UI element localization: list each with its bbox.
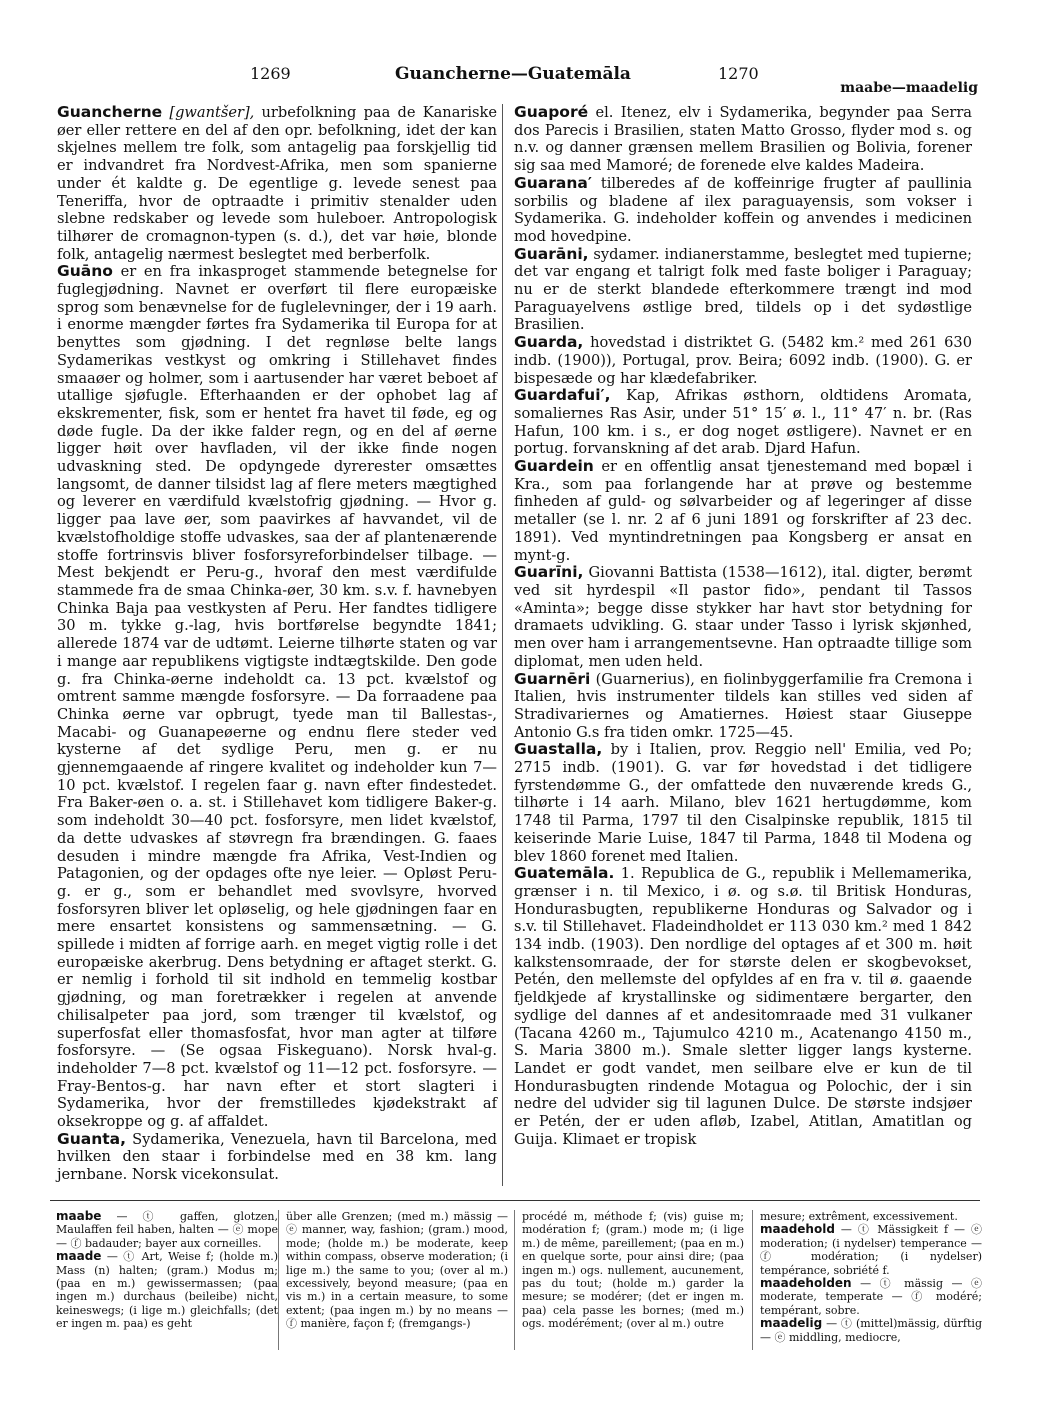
entry-text: Sydamerika, Venezuela, havn til Barcelona, med hvilken den staar i forbindelse med en 38 km. lang jernbane. Norsk vicekonsulat. — [57, 1130, 498, 1184]
footnote-divider — [514, 1210, 515, 1350]
footnote-divider — [278, 1210, 279, 1350]
page-number-right: 1270 — [718, 64, 759, 83]
footnote-text: mesure; extrêment, excessivement. — [760, 1210, 958, 1223]
footnote-text: — ⓣ mässig — ⓔ moderate, temperate — ⓕ modéré; tempérant, sobre. — [760, 1277, 983, 1317]
entry-guatemala — [514, 865, 972, 1148]
column-divider — [502, 104, 503, 1186]
entry-guarana — [514, 175, 972, 246]
entry-guanta — [57, 1131, 497, 1184]
entry-text: by i Italien, prov. Reggio nell' Emilia, ved Po; 2715 indb. (1901). G. var før hovedstad i det tidligere fyrstendømme G., der omfattede den nuværende kreds G., tilhørte i 14 aarh. Milano, blev 1621 hertugdømme, kom 1748 til Parma, 1797 til den Cisalpinske republik, 1815 til keiserinde Marie Luise, 1847 til Parma, 1848 til Modena og blev 1860 forenet med Italien. — [514, 741, 973, 865]
footnote-headword: maadeholden — [760, 1276, 852, 1291]
footnote-text: — ⓣ Art, Weise f; (holde m.) Mass (n) halten; (gram.) Modus m; (paa en m.) gewissermassen; (paa ingen m.) durchaus (beileibe) nicht, keineswegs; (i lige m.) gleichfalls; (det er ingen m. paa) es geht — [56, 1250, 278, 1331]
footnote-rule — [50, 1200, 980, 1201]
entry-guarneri — [514, 671, 972, 742]
footnote-headword: maadehold — [760, 1222, 835, 1237]
footnote-column-1 — [56, 1210, 278, 1331]
headword: Guāno — [57, 262, 113, 281]
headword: Guardafui′, — [514, 386, 611, 405]
headword: Guancherne — [57, 103, 163, 121]
entry-text: (Guarnerius), en fiolinbyggerfamilie fra Cremona i Italien, hvis instrumenter tildels kan stilles ved siden af Stradivariernes og Amatiernes. Høiest staar Giuseppe Antonio G.s fra tiden omkr. 1725—45. — [514, 670, 972, 741]
headword: Guanta, — [57, 1129, 127, 1148]
headword: Guardein — [514, 457, 594, 476]
left-column — [57, 104, 497, 1184]
running-title: Guancherne—Guatemāla — [395, 64, 631, 84]
footnote-entry-maadelig — [760, 1317, 982, 1344]
entry-guarini — [514, 564, 972, 670]
footnote-entry-maade — [56, 1250, 278, 1330]
headword: Guarāni, — [514, 244, 589, 263]
headword: Guarīni, — [514, 563, 584, 582]
headword: Guaporé — [514, 103, 589, 121]
footnote-column-4 — [760, 1210, 982, 1344]
footnote-headword: maade — [56, 1249, 102, 1264]
footnote-text: procédé m, méthode f; (vis) guise m; modération f; (gram.) mode m; (i lige m.) de même, pareillement; (paa en m.) en quelque sorte, pour ainsi dire; (paa ingen m.) ogs. nullement, aucunement, pas du tout; (holde m.) garder la mesure; se modérer; (det er ingen m. paa) cela passe les bornes; (med m.) ogs. modérément; (over al m.) outre — [522, 1210, 744, 1331]
entry-guarani — [514, 246, 972, 335]
entry-guapore — [514, 104, 972, 175]
right-column — [514, 104, 972, 1148]
pronunciation: [gwantšer], — [169, 104, 255, 121]
entry-text: 1. Republica de G., republik i Mellemamerika, grænser i n. til Mexico, i ø. og s.ø. til Britisk Honduras, Hondurasbugten, republikerne Honduras og Salvador og i s.v. til Stillehavet. Fladeindholdet er 113 030 km.² med 1 842 134 indb. (1903). Den nordlige del optages af et 300 m. høit kalkstensomraade, der for største delen er skogbevokset, Petén, den mellemste del opfyldes af en fra v. til ø. gaaende fjeldkjede af krystallinske og sidimentære bergarter, den sydlige del dannes af et andesitomraade med 31 vulkaner (Tacana 4260 m., Tajumulco 4210 m., Acatenango 4150 m., S. Maria 3800 m.). Smale sletter ligger langs kysterne. Landet er godt vandet, men seilbare elve er kun de til Hondurasbugten rindende Motagua og Polochic, der i sin nedre del udvider sig til lagunen Dulce. De største indsjøer er Petén, der er uden afløb, Izabel, Atitlan, Amatitlan og Guija. Klimaet er tropisk — [514, 865, 972, 1148]
headword: Guatemāla. — [514, 864, 615, 883]
entry-text: er en fra inkasproget stammende betegnelse for fuglegjødning. Navnet er overført til flere europæiske sprog som benævnelse for de fuglelevninger, der i 19 aarh. i enorme mængder førtes fra Sydamerika til Europa for at benyttes som gjødning. I det regnløse belte langs Sydamerikas vestkyst og omkring i Stillehavet findes smaaøer og holmer, som i aartusender har været beboet af utallige sjøfugle. Efterhaanden er der ophobet lag af ekskrementer, fisk, som er hentet fra havet til føde, eg og døde fugle. Da der ikke falder regn, og en del af øerne ligger høit over havfladen, vil der ikke finde nogen udvaskning sted. De opdyngede dyrerester omsættes langsomt, de danner tilsidst lag af flere meters mægtighed og leverer en værdifuld kvælstofrig gjødning. — Hvor g. ligger paa lave øer, som paavirkes af havvandet, vil de kvælstofholdige stoffe udvaskes, saa der af plantenærende stoffe fortrinsvis bliver fosforsyreforbindelser tilbage. — Mest bekjendt er Peru-g., hvoraf den mest værdifulde stammede fra de smaa Chinka-øer, 30 km. s.v. f. havnebyen Chinka Baja paa vestkysten af Peru. Her fandtes tidligere 30 m. tykke g.-lag, hvis bortførelse begyndte 1841; allerede 1874 var de udtømt. Leierne tilhørte staten og var i mange aar republikens vigtigste indtægtskilde. Den gode g. fra Chinka-øerne indeholdt ca. 13 pct. kvælstof og omtrent samme mængde fosforsyre. — Da forraadene paa Chinka øerne var opbrugt, tyede man til Ballestas-, Macabi- og Guanapeøerne og endnu flere steder ved kysterne af det sydlige Peru, men g. er nu gjennemgaaende af ringere kvalitet og indeholder kun 7—10 pct. kvælstof. I regelen faar g. navn efter findestedet. Fra Baker-øen o. a. st. i Stillehavet kom tidligere Baker-g. som indeholdt 30—40 pct. fosforsyre, men lidet kvælstof, da dette udvaskes af støvregn fra brændingen. G. faaes desuden i mindre mængde fra Afrika, Vest-Indien og Patagonien, og der opdages ofte nye leier. — Opløst Peru-g. er g., som er behandlet med svovlsyre, hvorved fosforsyren bliver let opløselig, og hele gjødningen faar en mere ensartet konsistens og sammensætning. — G. spillede i midten af forrige aarh. en meget vigtig rolle i det europæiske akerbrug. Dens betydning er aftaget sterkt. G. er nemlig i forhold til sit indhold en temmelig kostbar gjødning, og man foretrækker i regelen at anvende chilisalpeter paa jord, som trænger til kvælstof, og superfosfat eller thomasfosfat, hvor man agter at tilføre fosforsyre. — (Se ogsaa Fiskeguano). Norsk hval-g. indeholder 7—8 pct. kvælstof og 11—12 pct. fosforsyre. — Fray-Bentos-g. har navn efter et stort slagteri i Sydamerika, hvor der fremstilledes kjødekstrakt af oksekroppe og g. af affaldet. — [57, 263, 498, 1131]
entry-guano — [57, 263, 497, 1130]
footnote-divider — [752, 1210, 753, 1350]
entry-text: urbefolkning paa de Kanariske øer eller rettere en del af den opr. befolkning, idet der kan skjelnes mellem tre folk, som antagelig paa forskjellig tid er indvandret fra Nordvest-Afrika, men som spanierne under ét kaldte g. De egentlige g. levede senest paa Teneriffa, hvor de optraadte i primitiv stenalder uden slebne redskaber og levede som huleboer. Antropologisk tilhører de cromagnon-typen (s. d.), det var høie, blonde folk, antagelig nærmest beslegtet med berberfolk. — [57, 104, 498, 263]
footnote-headword: maadelig — [760, 1316, 823, 1331]
page-number-left: 1269 — [250, 64, 291, 83]
entry-text: Kap, Afrikas østhorn, oldtidens Aromata, somaliernes Ras Asir, under 51° 15′ ø. l., 11° 47′ n. br. (Ras Hafun, 100 km. i s., er dog noget østligere). Navnet er en portug. forvanskning af det arab. Djard Hafun. — [514, 387, 972, 458]
footnote-column-2 — [286, 1210, 508, 1331]
footnote-column-3 — [522, 1210, 744, 1331]
footnote-text: — ⓣ Mässigkeit f — ⓔ moderation; (i nydelser) temperance — ⓕ modération; (i nydelser) tempérance, sobriété f. — [760, 1223, 983, 1277]
entry-guancherne — [57, 104, 497, 263]
footnote-headword: maabe — [56, 1209, 102, 1223]
headword: Guarda, — [514, 333, 584, 352]
headword: Guastalla, — [514, 740, 603, 759]
headword: Guarana′ — [514, 173, 592, 192]
entry-text: Giovanni Battista (1538—1612), ital. digter, berømt ved sit hyrdespil «Il pastor fido», pendant til Tassos «Aminta»; begge disse stykker har havt stor betydning for dramaets udvikling. G. staar under Tasso i lyrisk skjønhed, men over ham i arrangementsevne. Han optraadte tillige som diplomat, men uden held. — [514, 564, 973, 670]
footnote-section-title: maabe—maadelig — [840, 80, 978, 96]
entry-text: sydamer. indianerstamme, beslegtet med tupierne; det var engang et talrigt folk med faste boliger i Paraguay; nu er de sterkt blandede efterkommere trængt ind mod Paraguayelvens østlige bred, tildels op i det sydøstlige Brasilien. — [514, 245, 973, 334]
entry-text: hovedstad i distriktet G. (5482 km.² med 261 630 indb. (1900)), Portugal, prov. Beira; 6092 indb. (1900). G. er bispesæde og har klædefabriker. — [514, 334, 973, 387]
footnote-entry-maadeholden — [760, 1277, 982, 1317]
footnote-text: — ⓣ (mittel)mässig, dürftig — ⓔ middling, mediocre, — [760, 1317, 982, 1344]
footnote-text: — ⓣ gaffen, glotzen, Maulaffen feil haben, halten — ⓔ mope — ⓕ badauder; bayer aux corneilles. — [56, 1210, 278, 1250]
footnote-entry-maabe — [56, 1210, 278, 1250]
entry-guarda — [514, 334, 972, 387]
entry-guastalla — [514, 741, 972, 865]
headword: Guarnēri — [514, 669, 591, 688]
entry-text: er en offentlig ansat tjenestemand med bopæl i Kra., som paa forlangende har at prøve og bestemme finheden af guld- og sølvarbeider og af legeringer af disse metaller (se l. nr. 2 af 6 juni 1891 og forskrifter af 23 dec. 1891). Ved myntindretningen paa Kongsberg er ansat en mynt-g. — [514, 458, 972, 564]
entry-text: tilberedes af de koffeinrige frugter af paullinia sorbilis og bladene af ilex paraguayensis, som vokser i Sydamerika. G. indeholder koffein og anvendes i medicinen mod hovedpine. — [514, 174, 973, 245]
footnote-entry-continuation — [760, 1210, 982, 1223]
footnote-text: über alle Grenzen; (med m.) mässig — ⓔ manner, way, fashion; (gram.) mood, mode; (holde m.) be moderate, keep within compass, observe moderation; (i lige m.) the same to you; (over al m.) excessively, beyond measure; (paa en vis m.) in a certain measure, to some extent; (paa ingen m.) by no means — ⓕ manière, façon f; (fremgangs-) — [286, 1210, 508, 1331]
entry-guardafui — [514, 387, 972, 458]
footnote-entry-maadehold — [760, 1223, 982, 1277]
entry-guardein — [514, 458, 972, 564]
entry-text: el. Itenez, elv i Sydamerika, begynder paa Serra dos Parecis i Brasilien, staten Matto Grosso, flyder mod s. og n.v. og danner grænsen mellem Brasilien og Bolivia, forener sig saa med Mamoré; de forenede elve kaldes Madeira. — [514, 104, 973, 175]
